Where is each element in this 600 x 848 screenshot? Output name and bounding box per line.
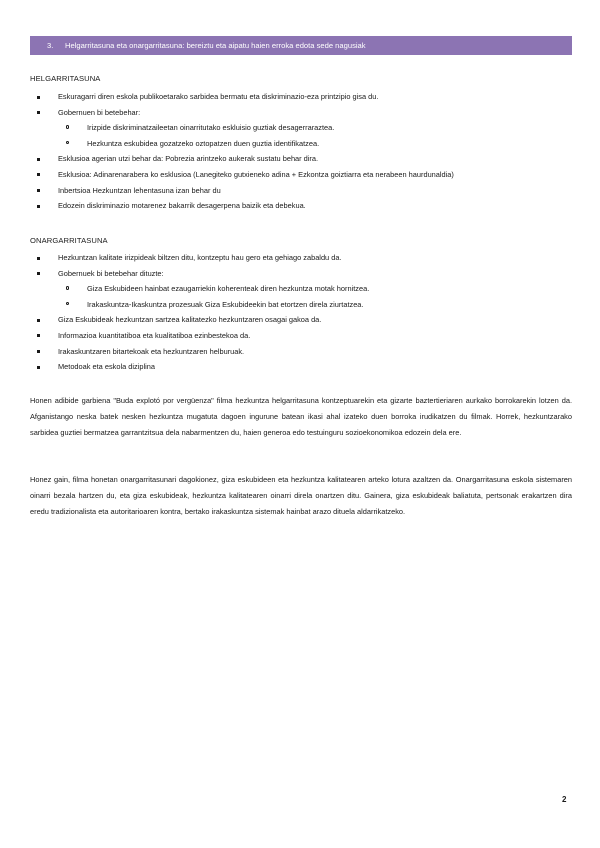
list-item-text: Irizpide diskriminatzaileetan oinarritutako eskluisio guztiak desagerraraztea. <box>87 123 335 133</box>
paragraph-film-example: Honen adibide garbiena "Buda explotó por vergüenza" filma hezkuntza helgarritasuna kontzeptuarekin eta gizarte baztertieriaren aurkako borrokarekin lotzen da. Afganistango neska batek nesken hezkuntza mugatuta dagoen ingurune batean ikasi ahal izateko duen borroka irudikatzen du filmak. Horrek, hezkuntzarako sarbidea guztiei bermatzea garrantzitsua dela nabarmentzen du, haien generoa edo testuinguru sozioekonomikoa edozein dela ere. <box>30 396 572 437</box>
list-item <box>0 297 600 313</box>
list-item-text: Hezkuntza eskubidea gozatzeko oztopatzen duen guztia identifikatzea. <box>87 138 320 148</box>
helgarritasuna-list <box>0 89 600 214</box>
list-item-text: Esklusioa: Adinarenarabera ko esklusioa (Lanegiteko gutxieneko adina + Ezkontza goiztiarra eta nerabeen haurdunaldia) <box>58 169 454 179</box>
list-item <box>0 151 600 167</box>
square-bullet-icon <box>37 334 40 337</box>
list-item-text: Gobernuek bi betebehar dituzte: <box>58 268 164 278</box>
list-item-text: Irakaskuntzaren bitartekoak eta hezkuntzaren helburuak. <box>58 346 245 356</box>
list-item-text: Informazioa kuantitatiboa eta kualitatiboa ezinbestekoa da. <box>58 330 251 340</box>
list-item <box>0 344 600 360</box>
list-item <box>0 359 600 375</box>
list-item <box>0 312 600 328</box>
circle-bullet-icon <box>66 302 69 305</box>
square-bullet-icon <box>37 350 40 353</box>
list-item-text: Irakaskuntza-Ikaskuntza prozesuak Giza Eskubideekin bat etortzen direla ziurtatzea. <box>87 299 364 309</box>
list-item <box>0 167 600 183</box>
square-bullet-icon <box>37 205 40 208</box>
list-item-text: Gobernuen bi betebehar: <box>58 107 141 117</box>
list-item-text: Metodoak eta eskola diziplina <box>58 362 155 372</box>
section-number: 3. <box>47 41 54 50</box>
list-item <box>0 281 600 297</box>
square-bullet-icon <box>37 366 40 369</box>
list-item <box>0 105 600 121</box>
square-bullet-icon <box>37 319 40 322</box>
page-number: 2 <box>562 795 567 804</box>
onargarritasuna-list <box>0 250 600 375</box>
list-item <box>0 266 600 282</box>
circle-bullet-icon <box>66 286 69 289</box>
square-bullet-icon <box>37 173 40 176</box>
list-item-text: Giza Eskubideak hezkuntzan sartzea kalitatezko hezkuntzaren osagai gakoa da. <box>58 315 322 325</box>
list-item-text: Eskuragarri diren eskola publikoetarako sarbidea bermatu eta diskriminazio-eza printzipio gisa du. <box>58 92 379 101</box>
square-bullet-icon <box>37 96 40 99</box>
square-bullet-icon <box>37 111 40 114</box>
list-item <box>0 89 600 105</box>
circle-bullet-icon <box>66 141 69 144</box>
square-bullet-icon <box>37 189 40 192</box>
square-bullet-icon <box>37 257 40 260</box>
list-item-text: Giza Eskubideen hainbat ezaugarriekin koherenteak diren hezkuntza motak hornitzea. <box>87 284 370 294</box>
list-item-text: Inbertsioa Hezkuntzan lehentasuna izan behar du <box>58 185 221 195</box>
list-item-text: Hezkuntzan kalitate irizpideak biltzen ditu, kontzeptu hau gero eta gehiago zabaldu da. <box>58 253 342 262</box>
square-bullet-icon <box>37 272 40 275</box>
helgarritasuna-title: HELGARRITASUNA <box>30 74 101 83</box>
section-header-bar <box>30 36 572 55</box>
list-item <box>0 250 600 266</box>
list-item <box>0 120 600 136</box>
list-item <box>0 136 600 152</box>
list-item <box>0 183 600 199</box>
list-item-text: Edozein diskriminazio motarenez bakarrik desagerpena baizik eta debekua. <box>58 201 306 211</box>
square-bullet-icon <box>37 158 40 161</box>
list-item <box>0 328 600 344</box>
list-item <box>0 198 600 214</box>
circle-bullet-icon <box>66 125 69 128</box>
onargarritasuna-title: ONARGARRITASUNA <box>30 236 108 245</box>
paragraph-film-acceptability: Honez gain, filma honetan onargarritasunari dagokionez, giza eskubideen eta hezkuntza kalitatearen arteko lotura azaltzen da. Onargarritasuna eskola sistemaren oinarri bezala hartzen du, eta giza eskubideak, hezkuntza kalitatearen oinarri direla onartzen ditu. Gainera, giza eskubideak baliatuta, pertsonak erakartzen dira eredu tradizionalista eta autoritarioaren kontra, bertako irakaskuntza sistemak hainbat arazo dituela aldarrikatzeko. <box>30 475 572 516</box>
section-heading: Helgarritasuna eta onargarritasuna: bereiztu eta aipatu haien erroka edota sede nagusiak <box>65 41 366 50</box>
list-item-text: Esklusioa agerian utzi behar da: Pobrezia arintzeko aukerak sustatu behar dira. <box>58 154 319 164</box>
